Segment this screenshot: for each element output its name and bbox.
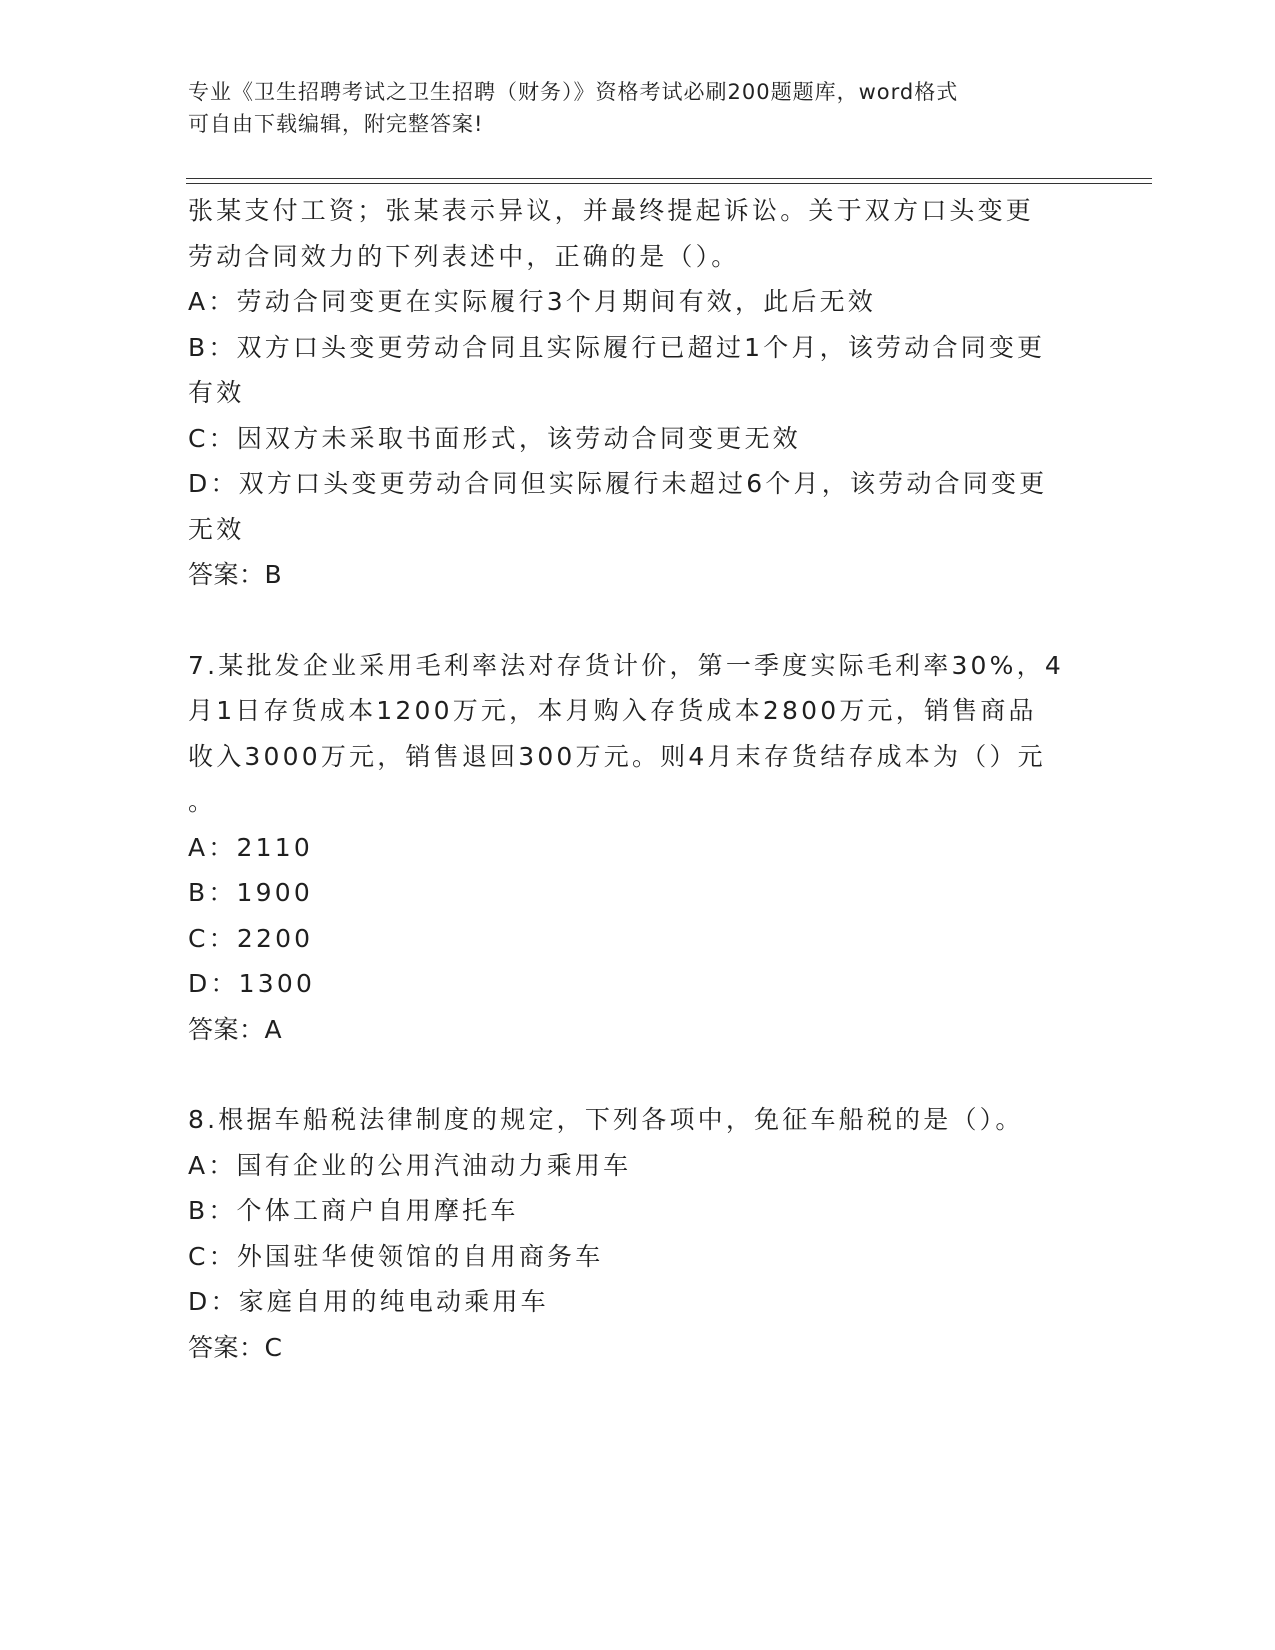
option-b-continued: 有效 bbox=[188, 378, 245, 407]
option-b: B：1900 bbox=[188, 878, 313, 907]
question-stem-line: 7.某批发企业采用毛利率法对存货计价，第一季度实际毛利率30%，4 bbox=[188, 650, 1064, 680]
option-d: D：1300 bbox=[188, 969, 316, 998]
question-8 bbox=[188, 1097, 1088, 1370]
header-line-2: 可自由下载编辑，附完整答案! bbox=[188, 112, 484, 136]
option-b: B：个体工商户自用摩托车 bbox=[188, 1196, 519, 1225]
option-d: D：双方口头变更劳动合同但实际履行未超过6个月，该劳动合同变更 bbox=[188, 469, 1048, 498]
question-stem-line: 。 bbox=[188, 787, 217, 816]
question-content bbox=[188, 188, 1088, 1370]
header-divider-bottom bbox=[186, 183, 1152, 184]
option-a: A：劳动合同变更在实际履行3个月期间有效，此后无效 bbox=[188, 287, 877, 316]
answer-label: 答案：C bbox=[188, 1332, 283, 1362]
option-a: A：2110 bbox=[188, 832, 313, 862]
header-line-1: 专业《卫生招聘考试之卫生招聘（财务）》资格考试必刷200题题库，word格式 bbox=[188, 80, 959, 104]
header-divider-top bbox=[186, 178, 1152, 179]
option-c: C：2200 bbox=[188, 923, 314, 953]
spacer bbox=[188, 598, 1088, 643]
answer-label: 答案：A bbox=[188, 1014, 283, 1044]
question-stem-line: 8.根据车船税法律制度的规定，下列各项中，免征车船税的是（）。 bbox=[188, 1105, 1024, 1134]
option-d-continued: 无效 bbox=[188, 514, 245, 544]
option-d: D：家庭自用的纯电动乘用车 bbox=[188, 1287, 549, 1316]
question-7 bbox=[188, 643, 1088, 1053]
question-stem-line: 张某支付工资；张某表示异议，并最终提起诉讼。关于双方口头变更 bbox=[188, 196, 1035, 225]
spacer bbox=[188, 1052, 1088, 1097]
option-a: A：国有企业的公用汽油动力乘用车 bbox=[188, 1150, 632, 1180]
question-stem-line: 劳动合同效力的下列表述中，正确的是（）。 bbox=[188, 241, 740, 271]
option-c: C：外国驻华使领馆的自用商务车 bbox=[188, 1241, 604, 1271]
question-stem-line: 收入3000万元，销售退回300万元。则4月末存货结存成本为（）元 bbox=[188, 741, 1046, 771]
option-b: B：双方口头变更劳动合同且实际履行已超过1个月，该劳动合同变更 bbox=[188, 332, 1046, 362]
answer-label: 答案：B bbox=[188, 560, 283, 589]
option-c: C：因双方未采取书面形式，该劳动合同变更无效 bbox=[188, 423, 801, 453]
document-header bbox=[188, 76, 1068, 140]
question-6 bbox=[188, 188, 1088, 598]
question-stem-line: 月1日存货成本1200万元，本月购入存货成本2800万元，销售商品 bbox=[188, 696, 1037, 725]
